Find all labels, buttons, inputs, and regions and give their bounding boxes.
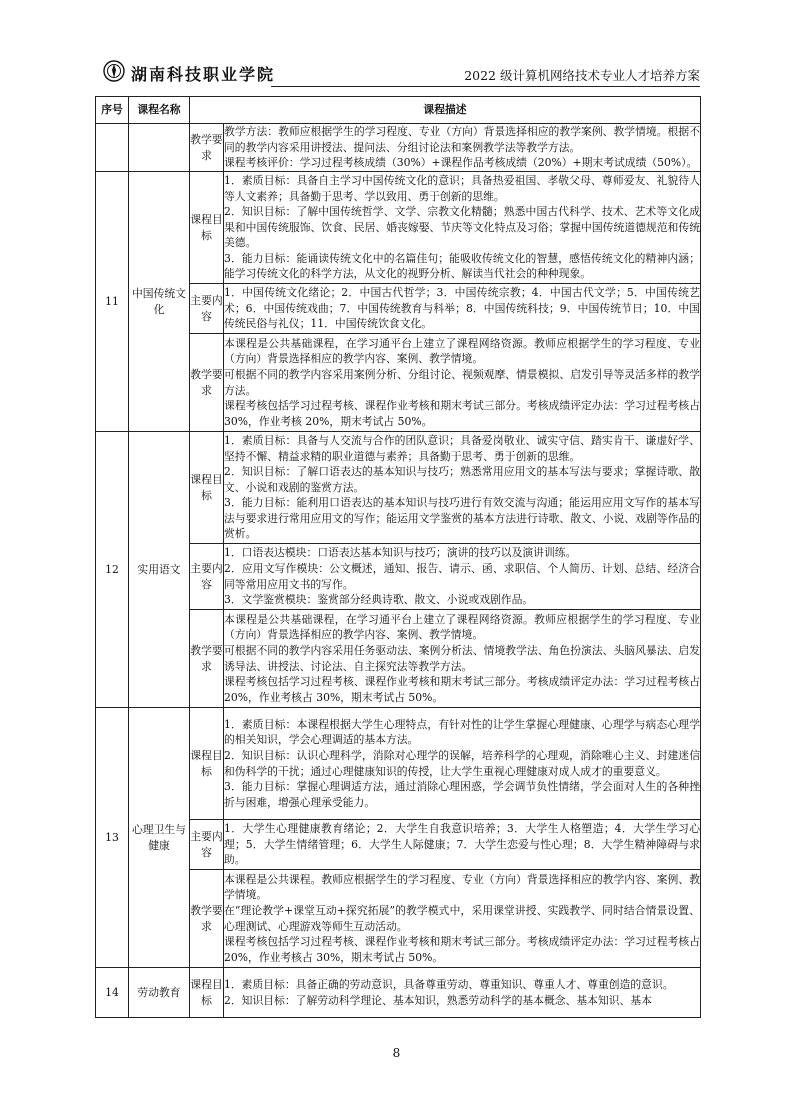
description-cell: 本课程是公共基础课程，在学习通平台上建立了课程网络资源。教师应根据学生的学习程度、专业（方向）背景选择相应的教学内容、案例、教学情境。 可根据不同的教学内容采用案例分析、分组讨论、视频观摩、情景模拟、启发引导等灵活多样的教学方法。 课程考核包括学习过程考核、课程作业考核和期末考试三部分。考核成绩评定办法：学习过程考核占 30%，作业考核 20%，期末考试占 50%。	[224, 334, 701, 432]
description-cell: 1．大学生心理健康教育绪论；2．大学生自我意识培养；3．大学生人格塑造；4．大学生学习心理；5．大学生情绪管理；6．大学生人际健康；7．大学生恋爱与性心理；8．大学生精神障碍与求助。	[224, 820, 701, 870]
sub-label: 课程目标	[190, 708, 224, 820]
course-number: 14	[96, 968, 129, 1018]
description-cell: 1．中国传统文化绪论；2．中国古代哲学；3．中国传统宗教；4．中国古代文学；5．中国传统艺术；6．中国传统戏曲；7．中国传统教育与科举；8．中国传统科技；9．中国传统节日；10．中国传统民俗与礼仪；11．中国传统饮食文化。	[224, 284, 701, 334]
sub-label: 主要内容	[190, 284, 224, 334]
header-num: 序号	[96, 97, 129, 124]
description-cell: 1．口语表达模块：口语表达基本知识与技巧；演讲的技巧以及演讲训练。 2．应用文写作模块：公文概述，通知、报告、请示、函、求职信、个人简历、计划、总结、经济合同等常用应用文书的写作。 3．文学鉴赏模块：鉴赏部分经典诗歌、散文、小说或戏剧作品。	[224, 544, 701, 610]
table-row	[96, 124, 701, 172]
sub-label: 课程目标	[190, 172, 224, 284]
sub-label: 主要内容	[190, 820, 224, 870]
school-name: 湖南科技职业学院	[131, 65, 276, 84]
course-number: 11	[96, 172, 129, 432]
course-name: 中国传统文化	[129, 172, 190, 432]
header-rule	[271, 86, 700, 87]
course-number: 12	[96, 432, 129, 708]
table-header-row	[96, 97, 701, 124]
sub-label: 主要内容	[190, 544, 224, 610]
document-title: 2022 级计算机网络技术专业人才培养方案	[464, 68, 700, 83]
sub-label: 教学要求	[190, 124, 224, 172]
table-row	[96, 968, 701, 1018]
description-cell: 本课程是公共课程。教师应根据学生的学习程度、专业（方向）背景选择相应的教学内容、案例、教学情境。 在“理论教学+课堂互动+探究拓展”的教学模式中，采用课堂讲授、实践教学、同时结合情景设置、心理测试、心理游戏等师生互动活动。 课程考核包括学习过程考核、课程作业考核和期末考试三部分。考核成绩评定办法：学习过程考核占 20%，作业考核占 30%，期末考试占 50%。	[224, 870, 701, 968]
course-number: 13	[96, 708, 129, 968]
table-row	[96, 432, 701, 544]
table-row	[96, 172, 701, 284]
sub-label: 教学要求	[190, 870, 224, 968]
description-cell: 1．素质目标：具备自主学习中国传统文化的意识；具备热爱祖国、孝敬父母、尊师爱友、礼貌待人等人文素养；具备勤于思考、学以致用、勇于创新的思维。 2．知识目标：了解中国传统哲学、文学、宗教文化精髓；熟悉中国古代科学、技术、艺术等文化成果和中国传统服饰、饮食、民居、婚丧嫁娶、节庆等文化特点及习俗；掌握中国传统道德规范和传统美德。 3．能力目标：能诵读传统文化中的名篇佳句；能吸收传统文化的智慧，感悟传统文化的精神内涵；能学习传统文化的科学方法，从文化的视野分析、解读当代社会的种种现象。	[224, 172, 701, 284]
page-header	[103, 58, 700, 94]
sub-label: 课程目标	[190, 432, 224, 544]
page-number: 8	[392, 1046, 401, 1060]
description-cell: 本课程是公共基础课程，在学习通平台上建立了课程网络资源。教师应根据学生的学习程度、专业（方向）背景选择相应的教学内容、案例、教学情境。 可根据不同的教学内容采用任务驱动法、案例分析法、情境教学法、角色扮演法、头脑风暴法、启发诱导法、讲授法、讨论法、自主探究法等教学方法。 课程考核包括学习过程考核、课程作业考核和期末考试三部分。考核成绩评定办法：学习过程考核占 20%，作业考核占 30%，期末考试占 50%。	[224, 610, 701, 708]
course-table	[95, 96, 701, 1018]
header-desc: 课程描述	[190, 97, 701, 124]
sub-label: 教学要求	[190, 610, 224, 708]
description-cell: 1．素质目标：具备正确的劳动意识，具备尊重劳动、尊重知识、尊重人才、尊重创造的意识。 2．知识目标：了解劳动科学理论、基本知识，熟悉劳动科学的基本概念、基本知识、基本	[224, 968, 701, 1018]
description-cell: 1．素质目标：具备与人交流与合作的团队意识；具备爱岗敬业、诚实守信、踏实肯干、谦虚好学、坚持不懈、精益求精的职业道德与素养；具备勤于思考、勇于创新的思维。 2．知识目标：了解口语表达的基本知识与技巧；熟悉常用应用文的基本写法与要求；掌握诗歌、散文、小说和戏剧的鉴赏方法。 3．能力目标：能利用口语表达的基本知识与技巧进行有效交流与沟通；能运用应用文写作的基本写法与要求进行常用应用文的写作；能运用文学鉴赏的基本方法进行诗歌、散文、小说、戏剧等作品的赏析。	[224, 432, 701, 544]
school-logo-icon	[103, 60, 125, 82]
course-name: 劳动教育	[129, 968, 190, 1018]
course-name: 实用语文	[129, 432, 190, 708]
header-name: 课程名称	[129, 97, 190, 124]
description-cell: 教学方法：教师应根据学生的学习程度、专业（方向）背景选择相应的教学案例、教学情境。根据不同的教学内容采用讲授法、提问法、分组讨论法和案例教学法等教学方法。 课程考核评价：学习过程考核成绩（30%）+课程作品考核成绩（20%）+期末考试成绩（50%）。	[224, 124, 701, 172]
course-name: 心理卫生与健康	[129, 708, 190, 968]
table-row	[96, 708, 701, 820]
sub-label: 课程目标	[190, 968, 224, 1018]
sub-label: 教学要求	[190, 334, 224, 432]
description-cell: 1．素质目标：本课程根据大学生心理特点，有针对性的让学生掌握心理健康、心理学与病态心理学的相关知识，学会心理调适的基本方法。 2．知识目标：认识心理科学，消除对心理学的误解，培养科学的心理观，消除唯心主义、封建迷信和伪科学的干扰；通过心理健康知识的传授，让大学生重视心理健康对成人成才的重要意义。 3．能力目标：掌握心理调适方法，通过消除心理困惑，学会调节负性情绪，学会面对人生的各种挫折与困难，增强心理承受能力。	[224, 708, 701, 820]
